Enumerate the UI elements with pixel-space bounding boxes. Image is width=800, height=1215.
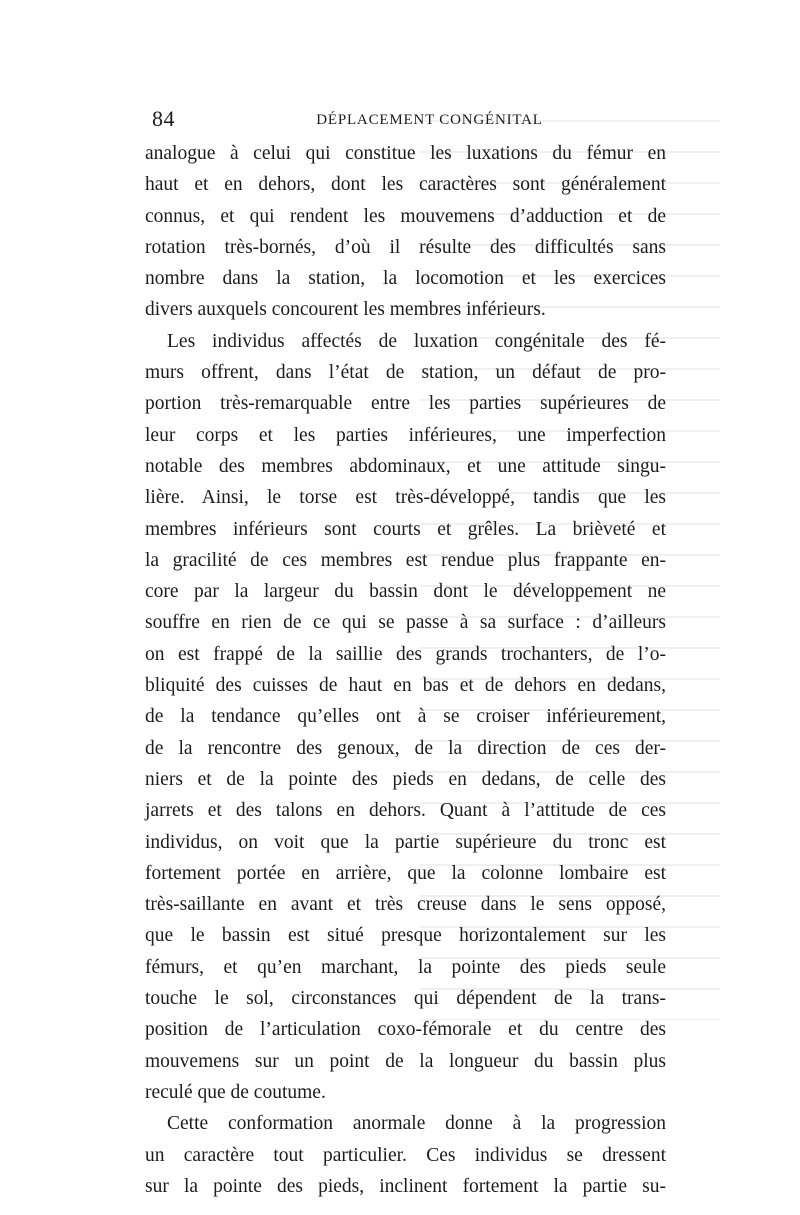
text-line: sur la pointe des pieds, inclinent fortement la partie su- [145,1175,666,1197]
text-line: rotation très-bornés, d’où il résulte des difficultés sans [145,236,666,258]
text-line: murs offrent, dans l’état de station, un défaut de pro- [145,362,666,384]
text-line: Cette conformation anormale donne à la progression [167,1113,666,1135]
text-line: Les individus affectés de luxation congénitale des fé- [167,330,666,352]
text-line: portion très-remarquable entre les parties supérieures de [145,393,666,415]
text-line: on est frappé de la saillie des grands trochanters, de l’o- [145,643,666,665]
text-line: core par la largeur du bassin dont le développement ne [145,581,666,603]
text-line: divers auxquels concourent les membres inférieurs. [145,299,546,321]
text-line: notable des membres abdominaux, et une attitude singu- [145,455,666,477]
text-line: position de l’articulation coxo-fémorale et du centre des [145,1019,666,1041]
text-line: souffre en rien de ce qui se passe à sa surface : d’ailleurs [145,612,666,634]
text-line: très-saillante en avant et très creuse dans le sens opposé, [145,894,666,916]
page-number: 84 [152,106,175,131]
text-line: jarrets et des talons en dehors. Quant à l’attitude de ces [145,800,666,822]
text-line: de la tendance qu’elles ont à se croiser inférieurement, [145,706,666,728]
body-text [145,138,666,1202]
text-line: mouvemens sur un point de la longueur du bassin plus [145,1050,666,1072]
text-line: analogue à celui qui constitue les luxations du fémur en [145,143,666,164]
text-line: nombre dans la station, la locomotion et les exercices [145,268,666,290]
text-line: reculé que de coutume. [145,1081,326,1103]
page-header [152,104,667,134]
running-title: DÉPLACEMENT CONGÉNITAL [316,112,543,128]
text-line: niers et de la pointe des pieds en dedans, de celle des [145,768,666,790]
text-line: de la rencontre des genoux, de la direction de ces der- [145,737,666,759]
text-line: individus, on voit que la partie supérieure du tronc est [145,831,666,853]
text-line: que le bassin est situé presque horizontalement sur les [145,925,666,947]
text-line: leur corps et les parties inférieures, une imperfection [145,424,666,446]
text-line: haut et en dehors, dont les caractères sont généralement [145,174,666,196]
text-line: connus, et qui rendent les mouvemens d’adduction et de [145,205,666,227]
text-line: touche le sol, circonstances qui dépendent de la trans- [145,988,666,1010]
text-line: bliquité des cuisses de haut en bas et de dehors en dedans, [145,675,666,697]
text-line: la gracilité de ces membres est rendue plus frappante en- [145,549,666,571]
text-line: fémurs, et qu’en marchant, la pointe des pieds seule [145,956,666,978]
text-line: un caractère tout particulier. Ces individus se dressent [145,1144,666,1166]
text-line: fortement portée en arrière, que la colonne lombaire est [145,862,666,884]
text-line: lière. Ainsi, le torse est très-développé, tandis que les [145,487,666,509]
text-line: membres inférieurs sont courts et grêles. La brièveté et [145,518,666,540]
